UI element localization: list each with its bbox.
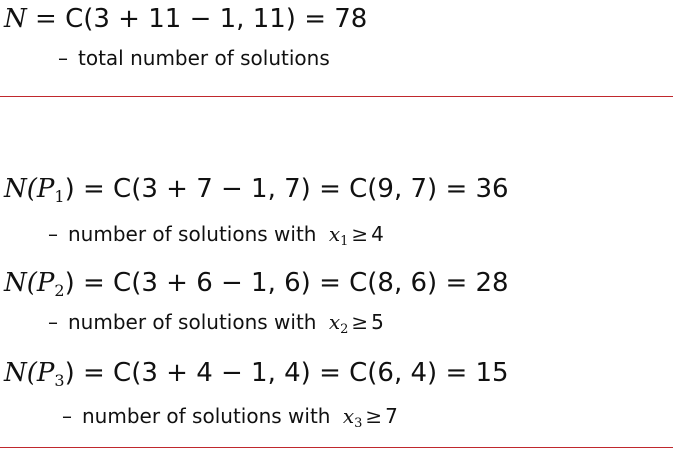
note-p2: [48, 308, 384, 336]
equation-p1-sub: 1: [54, 187, 65, 206]
total-rhs: C(3 + 11 − 1, 11) = 78: [65, 4, 368, 34]
note-p1-dash: –: [48, 222, 58, 246]
equation-p1-rhs: ) = C(3 + 7 − 1, 7) = C(9, 7) = 36: [64, 174, 509, 204]
total-note-text: total number of solutions: [78, 46, 330, 70]
total-note: [58, 44, 330, 72]
total-note-dash: –: [58, 46, 68, 70]
equation-p2-lhs: N(P: [4, 268, 55, 298]
total-eq-sign: =: [35, 4, 66, 34]
equation-p2-rhs: ) = C(3 + 6 − 1, 6) = C(8, 6) = 28: [64, 268, 509, 298]
note-p3: [62, 402, 398, 430]
note-p2-dash: –: [48, 310, 58, 334]
note-p3-cond-sub: 3: [354, 416, 363, 431]
note-p2-text: number of solutions with: [68, 310, 317, 334]
equation-p3: [4, 356, 509, 390]
divider-top: [0, 96, 673, 97]
divider-bottom: [0, 447, 673, 448]
total-lhs: N: [4, 4, 27, 34]
equation-p2-sub: 2: [54, 281, 65, 300]
equation-p1-lhs: N(P: [4, 174, 55, 204]
note-p1-cond-var: x: [328, 222, 341, 246]
note-p3-condition: [342, 404, 398, 431]
note-p1-cond-sub: 1: [340, 234, 349, 249]
note-p2-cond-val: 5: [371, 310, 384, 334]
equation-p3-rhs: ) = C(3 + 4 − 1, 4) = C(6, 4) = 15: [64, 358, 509, 388]
note-p3-cond-var: x: [342, 404, 355, 428]
note-p1-condition: [328, 222, 384, 249]
equation-p1: [4, 172, 509, 206]
note-p2-cond-op: ≥: [351, 310, 369, 334]
note-p3-cond-val: 7: [385, 404, 398, 428]
note-p2-cond-var: x: [328, 310, 341, 334]
note-p1: [48, 220, 384, 248]
note-p1-text: number of solutions with: [68, 222, 317, 246]
equation-p3-lhs: N(P: [4, 358, 55, 388]
note-p1-cond-op: ≥: [351, 222, 369, 246]
note-p2-cond-sub: 2: [340, 322, 349, 337]
note-p3-dash: –: [62, 404, 72, 428]
note-p2-condition: [328, 310, 384, 337]
equation-p2: [4, 266, 509, 300]
equation-p3-sub: 3: [54, 371, 65, 390]
note-p1-cond-val: 4: [371, 222, 384, 246]
note-p3-text: number of solutions with: [82, 404, 331, 428]
total-equation: [4, 2, 367, 36]
note-p3-cond-op: ≥: [365, 404, 383, 428]
